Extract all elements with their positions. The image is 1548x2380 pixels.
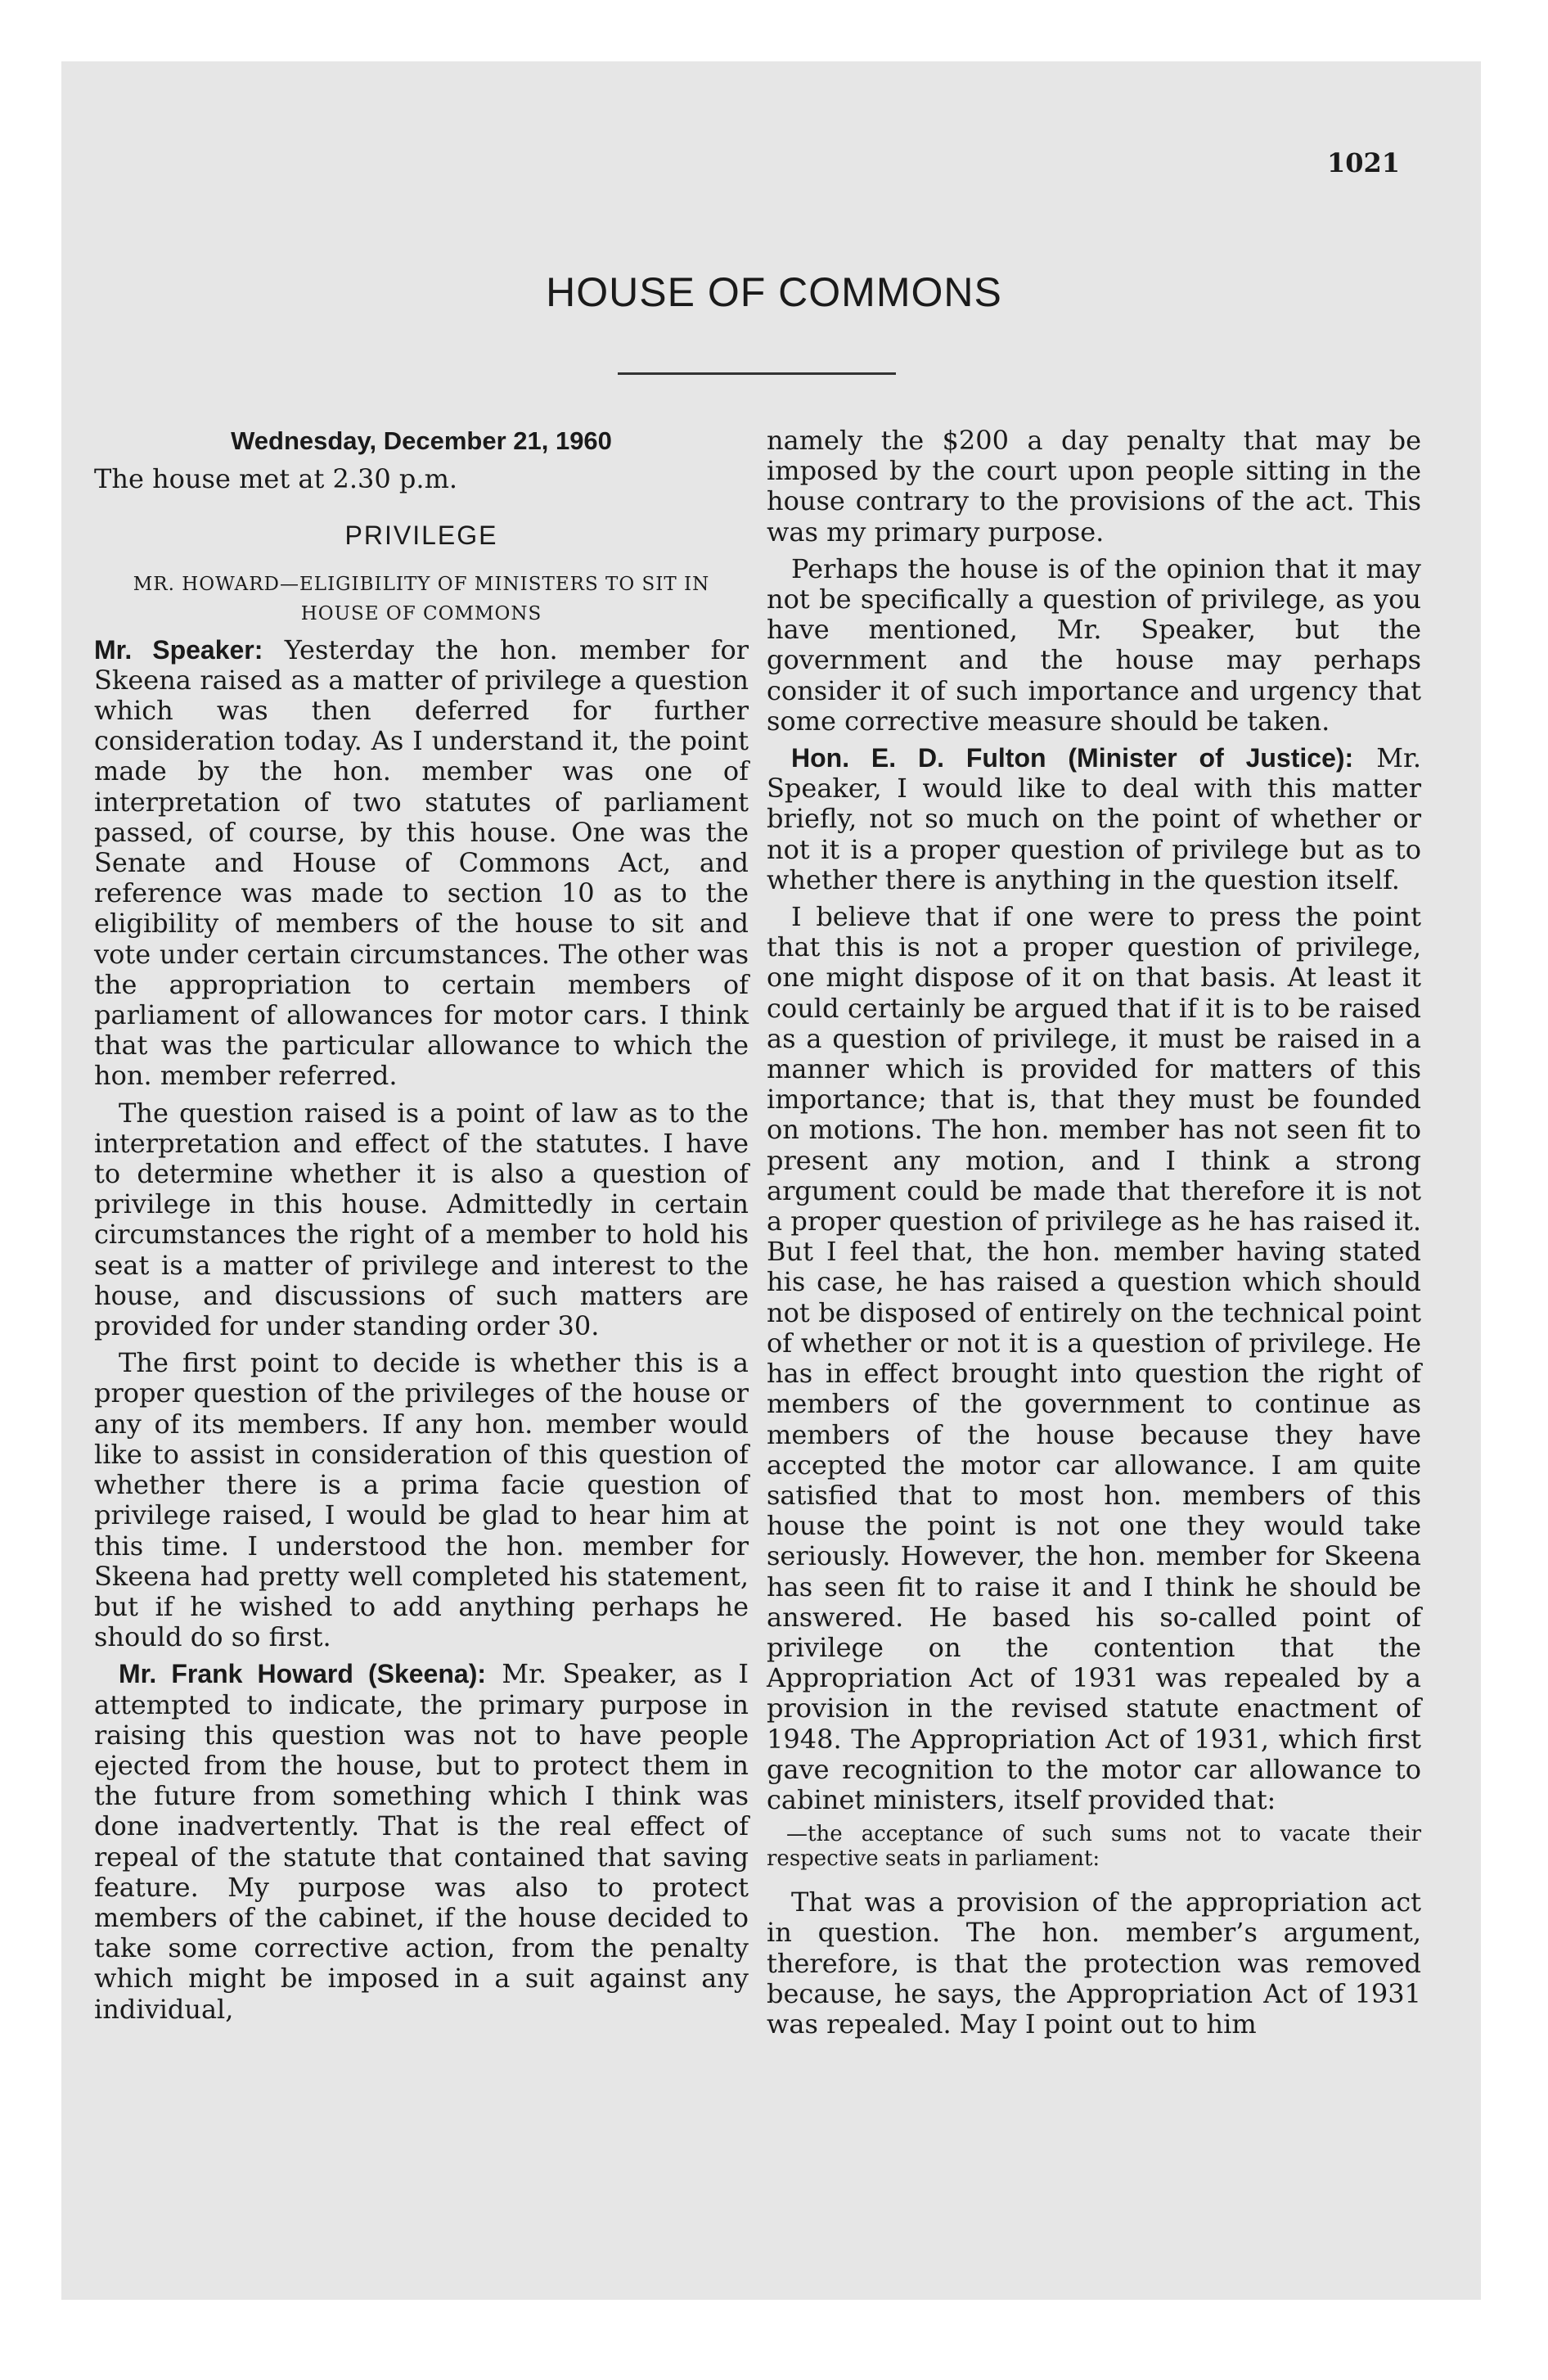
paragraph: namely the $200 a day penalty that may be imposed by the court upon people sitting in the house contrary to the provisions of the act. This was my primary purpose. (767, 425, 1421, 548)
sitting-date: Wednesday, December 21, 1960 (231, 426, 612, 455)
paragraph: The question raised is a point of law as to the interpretation and effect of the statutes. I have to determine whether it is also a question of privilege in this house. Admittedly in certain circumstances the right of a member to hold his seat is a matter of privilege and interest to the house, and discussions of such matters are provided for under standing order 30. (94, 1097, 749, 1342)
paragraph: Perhaps the house is of the opinion that it may not be specifically a question of privilege, as you have mentioned, Mr. Speaker, but the government and the house may perhaps consider it of such importance and urgency that some corrective measure should be taken. (767, 552, 1421, 737)
left-column (94, 426, 749, 2025)
paragraph-speaker-ruling (94, 635, 749, 1092)
right-column (767, 426, 1421, 2040)
title-divider (618, 372, 896, 375)
paragraph-fulton (767, 743, 1421, 895)
page-title: HOUSE OF COMMONS (546, 269, 1002, 315)
speaker-name: Mr. Frank Howard (Skeena): (119, 1659, 486, 1689)
paragraph: That was a provision of the appropriation act in question. The hon. member’s argument, therefore, is that the protection was removed because, he says, the Appropriation Act of 1931 was repealed. May I point out to him (767, 1886, 1421, 2040)
paragraph-howard (94, 1659, 749, 2024)
speaker-name: Mr. Speaker: (94, 634, 263, 665)
paragraph-text: Yesterday the hon. member for Skeena raised as a matter of privilege a question which was then deferred for further consideration today. As I understand it, the point made by the hon. member was one of interpretation of two statutes of parliament passed, of course, by this house. One was the Senate and House of Commons Act, and reference was made to section 10 as to the eligibility of members of the house to sit and vote under certain circumstances. The other was the appropriation to certain members of parliament of allowances for motor cars. I think that was the particular allowance to which the hon. member referred. (94, 633, 749, 1092)
paragraph-text: Mr. Speaker, I would like to deal with this matter briefly, not so much on the point of whether or not it is a proper question of privilege but as to whether there is anything in the question itself. (767, 742, 1421, 895)
section-heading: PRIVILEGE (344, 521, 498, 551)
subheading: MR. HOWARD—ELIGIBILITY OF MINISTERS TO SIT IN HOUSE OF COMMONS (133, 573, 710, 624)
paragraph: The first point to decide is whether this is a proper question of the privileges of the house or any of its members. If any hon. member would like to assist in consideration of this question of whether there is a prima facie question of privilege raised, I would be glad to hear him at this time. I understood the hon. member for Skeena had pretty well completed his statement, but if he wished to add anything perhaps he should do so first. (94, 1347, 749, 1653)
paragraph-text: Mr. Speaker, as I attempted to indicate, the primary purpose in raising this question was not to have people ejected from the house, but to protect them in the future from something which I think was done inadvertently. That is the real effect of repeal of the statute that contained that saving feature. My purpose was also to protect members of the cabinet, if the house decided to take some corrective action, from the penalty which might be imposed in a suit against any individual, (94, 1658, 749, 2025)
opening-line: The house met at 2.30 p.m. (94, 463, 458, 495)
speaker-name: Hon. E. D. Fulton (Minister of Justice): (791, 743, 1354, 773)
paragraph: I believe that if one were to press the point that this is not a proper question of privilege, one might dispose of it on that basis. At least it could certainly be argued that if it is to be raised as a question of privilege, it must be raised in a manner which is provided for matters of this importance; that is, that they must be founded on motions. The hon. member has not seen fit to present any motion, and I think a strong argument could be made that therefore it is not a proper question of privilege as he has raised it. But I feel that, the hon. member having stated his case, he has raised a question which should not be disposed of entirely on the technical point of whether or not it is a question of privilege. He has in effect brought into question the right of members of the government to continue as members of the house because they have accepted the motor car allowance. I am quite satisfied that to most hon. members of this house the point is not one they would take seriously. However, the hon. member for Skeena has seen fit to raise it and I think he should be answered. He based his so-called point of privilege on the contention that the Appropriation Act of 1931 was repealed by a provision in the revised statute enactment of 1948. The Appropriation Act of 1931, which first gave recognition to the motor car allowance to cabinet ministers, itself provided that: (767, 901, 1421, 1815)
page-number: 1021 (1327, 147, 1401, 178)
block-quote: —the acceptance of such sums not to vacate their respective seats in parliament: (767, 1822, 1421, 1872)
